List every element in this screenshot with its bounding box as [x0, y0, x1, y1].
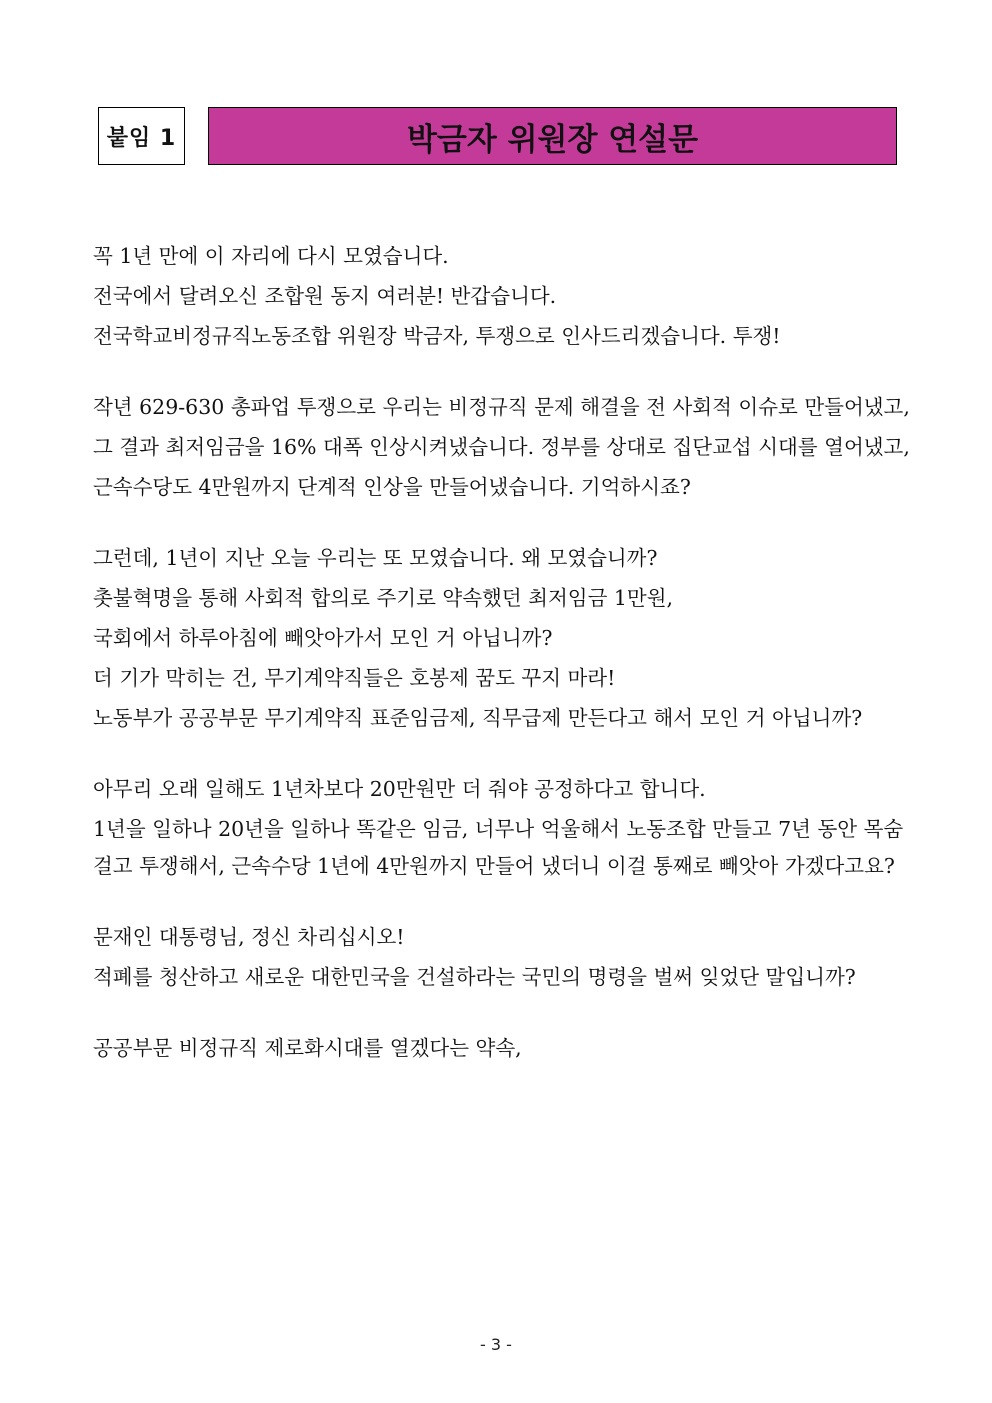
text-line: 1년을 일하나 20년을 일하나 똑같은 임금, 너무나 억울해서 노동조합 만들고 7년 동안 목숨 [93, 817, 904, 841]
paragraph-6 [93, 1036, 899, 1060]
page-number: - 3 - [480, 1335, 512, 1354]
text-line: 더 기가 막히는 건, 무기계약직들은 호봉제 꿈도 꾸지 마라! [93, 666, 616, 690]
text-line: 전국학교비정규직노동조합 위원장 박금자, 투쟁으로 인사드리겠습니다. 투쟁! [93, 324, 781, 348]
text-line: 전국에서 달려오신 조합원 동지 여러분! 반갑습니다. [93, 284, 557, 308]
paragraph-4 [93, 777, 904, 878]
paragraph-2 [93, 395, 910, 499]
text-line: 촛불혁명을 통해 사회적 합의로 주기로 약속했던 최저임금 1만원, [93, 586, 674, 610]
text-line: 노동부가 공공부문 무기계약직 표준임금제, 직무급제 만든다고 해서 모인 거 아닙니까? [93, 706, 863, 730]
text-line: 국회에서 하루아침에 빼앗아가서 모인 거 아닙니까? [93, 626, 553, 650]
paragraph-5 [93, 925, 899, 989]
speech-body [93, 244, 910, 1107]
paragraph-1 [93, 244, 899, 348]
text-line: 그 결과 최저임금을 16% 대폭 인상시켜냈습니다. 정부를 상대로 집단교섭 시대를 열어냈고, [93, 435, 910, 459]
paragraph-3 [93, 546, 899, 730]
text-line: 걸고 투쟁해서, 근속수당 1년에 4만원까지 만들어 냈더니 이걸 통째로 빼앗아 가겠다고요? [93, 854, 895, 878]
text-line: 아무리 오래 일해도 1년차보다 20만원만 더 줘야 공정하다고 합니다. [93, 777, 706, 801]
text-line: 작년 629-630 총파업 투쟁으로 우리는 비정규직 문제 해결을 전 사회적 이슈로 만들어냈고, [93, 395, 910, 419]
text-line: 공공부문 비정규직 제로화시대를 열겠다는 약속, [93, 1036, 522, 1060]
text-line: 문재인 대통령님, 정신 차리십시오! [93, 925, 405, 949]
text-line: 그런데, 1년이 지난 오늘 우리는 또 모였습니다. 왜 모였습니까? [93, 546, 658, 570]
document-title: 박금자 위원장 연설문 [208, 107, 897, 165]
text-line: 꼭 1년 만에 이 자리에 다시 모였습니다. [93, 244, 449, 268]
text-line: 근속수당도 4만원까지 단계적 인상을 만들어냈습니다. 기억하시죠? [93, 475, 691, 499]
attachment-label: 붙임 1 [98, 107, 185, 165]
text-line: 적폐를 청산하고 새로운 대한민국을 건설하라는 국민의 명령을 벌써 잊었단 말입니까? [93, 965, 856, 989]
